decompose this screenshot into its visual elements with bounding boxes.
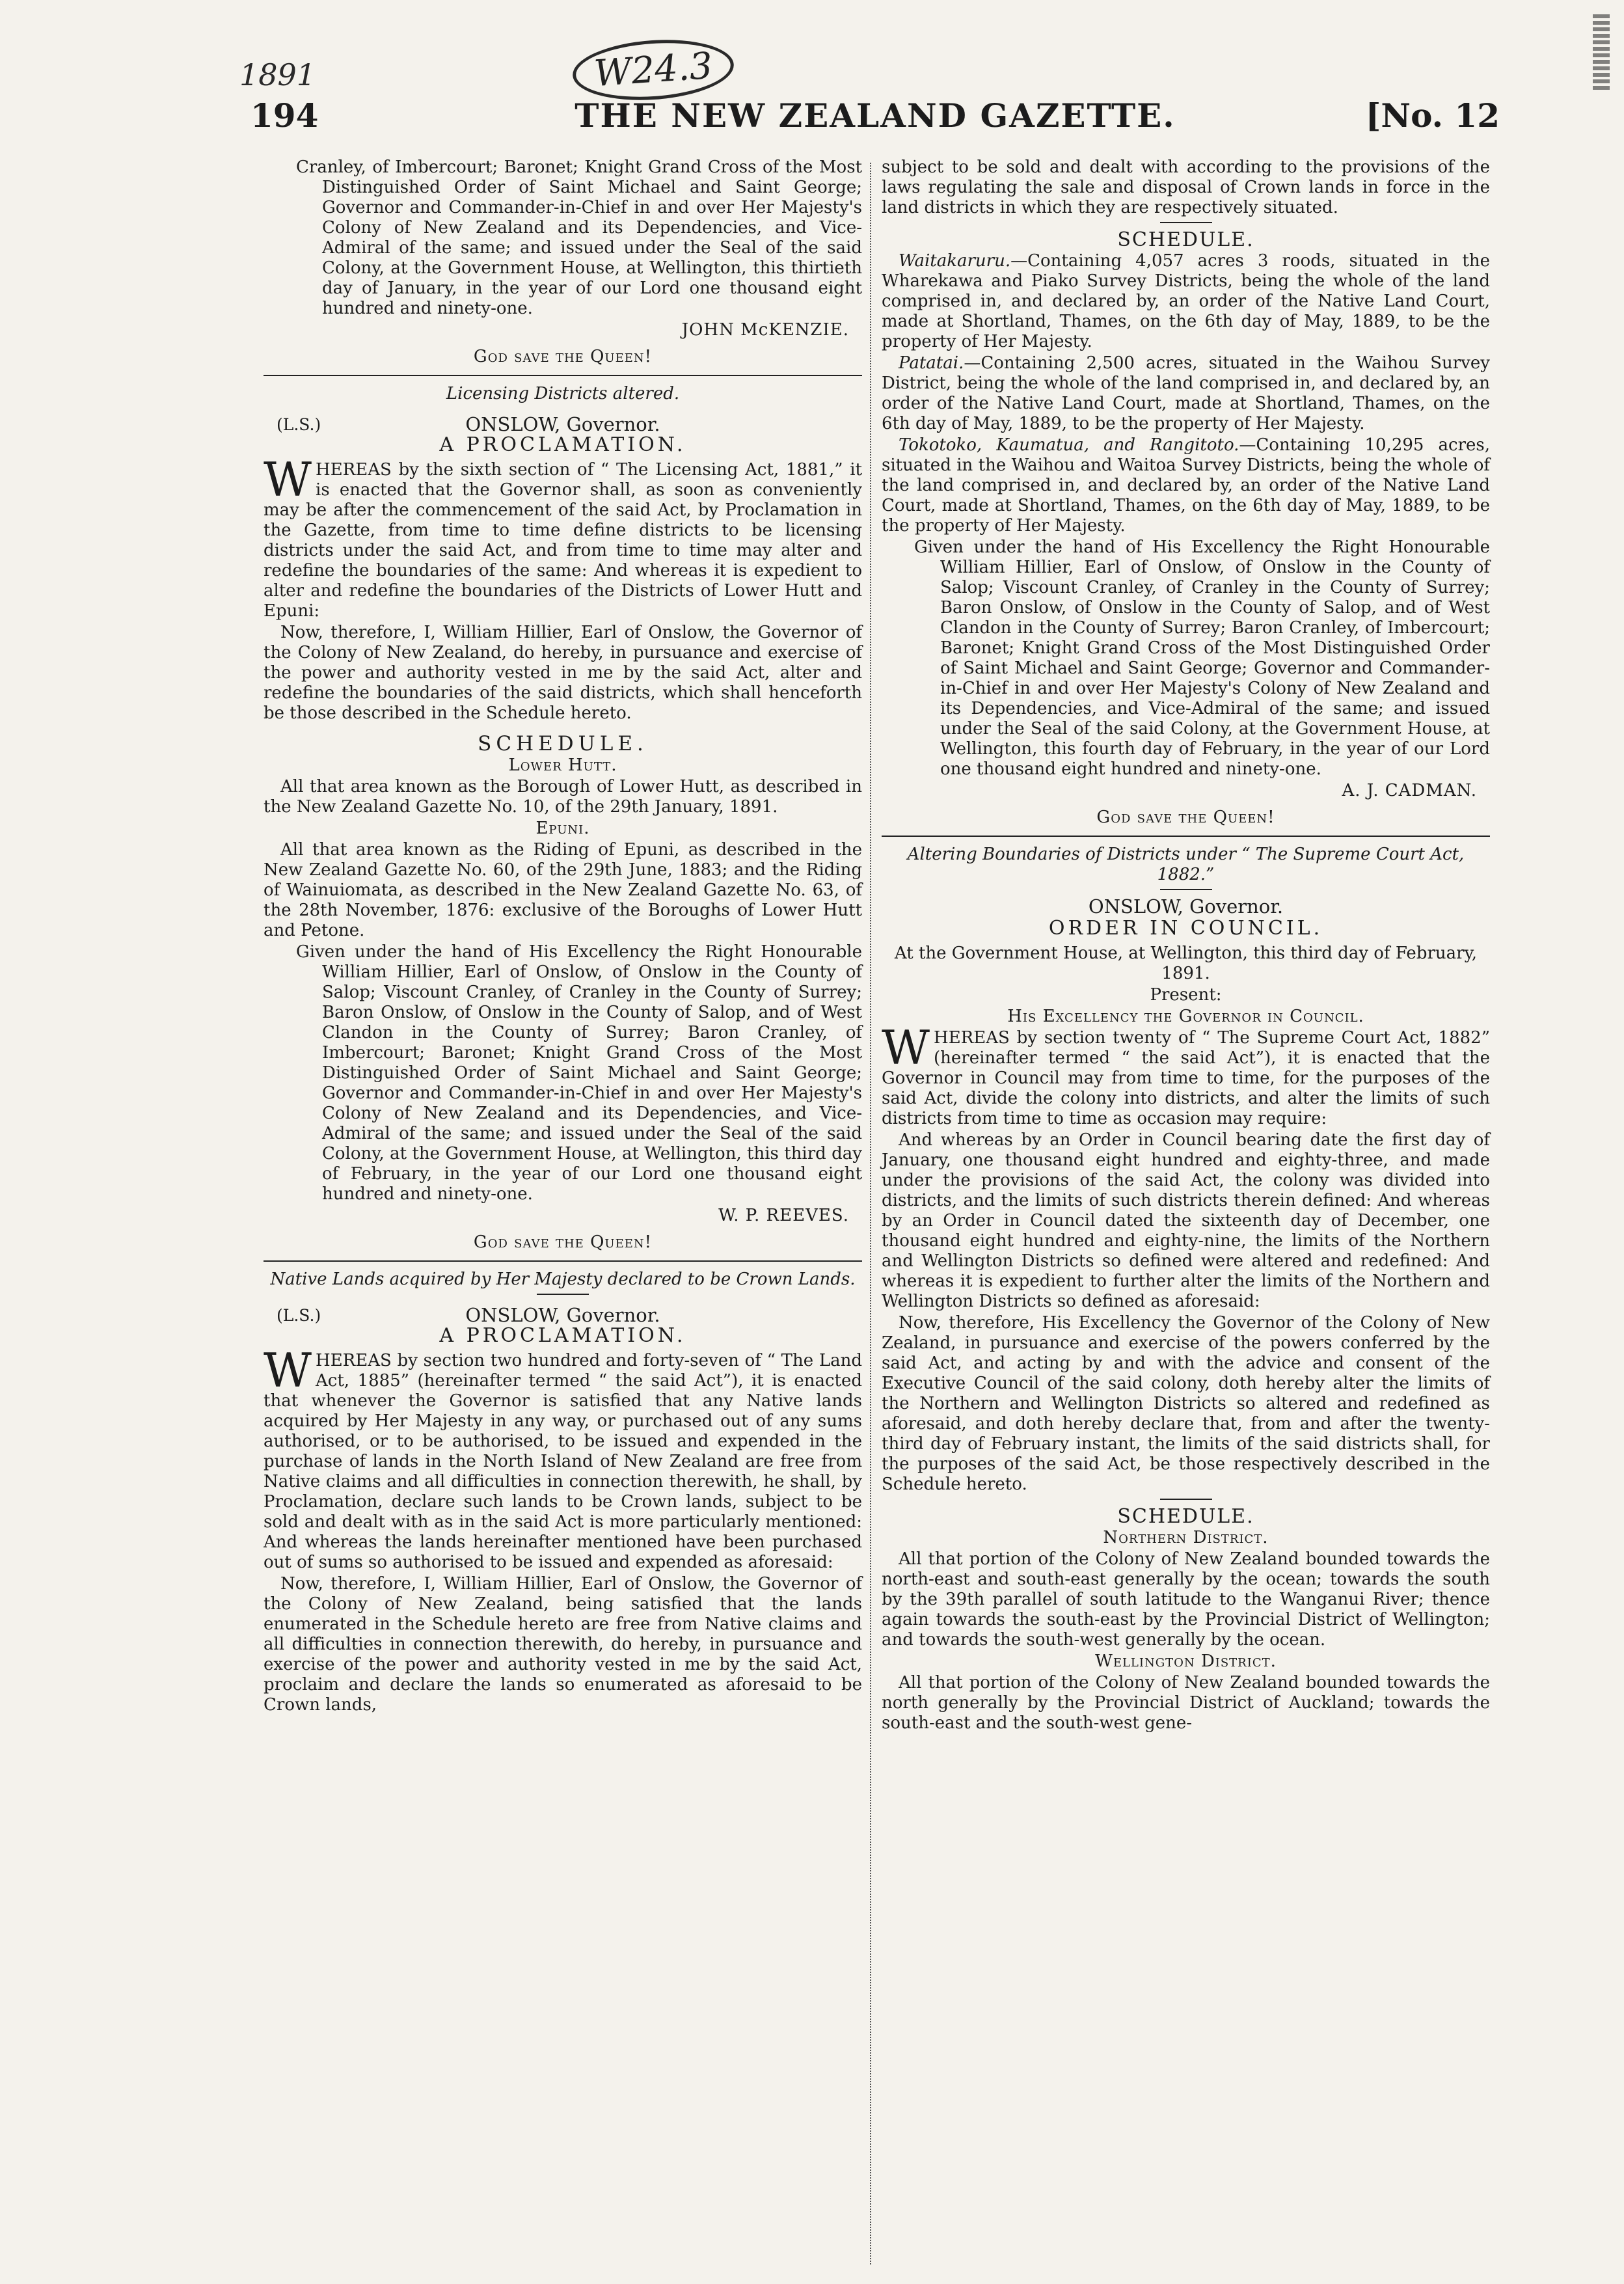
schedule-entry: Waitakaruru.—Containing 4,057 acres 3 roods, situated in the Wharekawa and Piako Survey Districts, being the whole of the land comprised in, and declared by, an order of the Native Land Court, made at Shortland, Thames, on the 6th day of May, 1889, to be the property of Her Majesty.	[882, 251, 1490, 351]
schedule-title: SCHEDULE.	[1117, 228, 1254, 251]
left-column	[264, 157, 862, 1717]
god-save-the-queen: God save the Queen!	[473, 1232, 653, 1252]
seal-mark: (L.S.)	[277, 1306, 321, 1325]
governor-name: ONSLOW, Governor.	[1088, 895, 1284, 918]
issue-number: [No. 12	[1365, 96, 1500, 135]
section-rule	[882, 836, 1490, 837]
section-rule	[264, 375, 862, 376]
god-save-the-queen: God save the Queen!	[1096, 808, 1275, 827]
present-label: Present:	[1150, 985, 1222, 1005]
council-line: His Excellency the Governor in Council.	[1007, 1007, 1364, 1026]
proclamation-paragraph: WHEREAS by the sixth section of “ The Licensing Act, 1881,” it is enacted that the Governor shall, as soon as conveniently may be after the commencement of the said Act, by Proclamation in the Gazette, from time to time define districts to be licensing districts under the said Act, and from time to time may alter and redefine the boundaries of the same: And whereas it is expedient to alter and redefine the boundaries of the Districts of Lower Hutt and Epuni:	[264, 452, 862, 621]
place-and-date: At the Government House, at Wellington, this third day of February, 1891.	[894, 944, 1478, 983]
page-number: 194	[250, 96, 319, 135]
given-under-hand: Given under the hand of His Excellency the Right Honourable William Hillier, Earl of Onslow, of Onslow in the County of Salop; Viscount Cranley, of Cranley in the County of Surrey; Baron Onslow, of Onslow in the County of Salop, and of West Clandon in the County of Surrey; Baron Cranley, of Imbercourt; Baronet; Knight Grand Cross of the Most Distinguished Order of Saint Michael and Saint George; Governor and Commander-in-Chief in and over Her Majesty's Colony of New Zealand and its Dependencies, and Vice-Admiral of the same; and issued under the Seal of the said Colony, at the Government House, at Wellington, this third day of February, in the year of our Lord one thousand eight hundred and ninety-one.	[296, 942, 862, 1204]
continued-given-text: Cranley, of Imbercourt; Baronet; Knight Grand Cross of the Most Distinguished Order of Saint Michael and Saint George; Governor and Commander-in-Chief in and over Her Majesty's Colony of New Zealand and its Dependencies, and Vice-Admiral of the same; and issued under the Seal of the said Colony, at the Government House, at Wellington, this thirtieth day of January, in the year of our Lord one thousand eight hundred and ninety-one.	[296, 157, 862, 318]
governor-name: ONSLOW, Governor.	[465, 1304, 660, 1326]
proclamation-title: A PROCLAMATION.	[439, 1324, 686, 1347]
schedule-title: SCHEDULE.	[478, 732, 648, 755]
seal-mark: (L.S.)	[277, 415, 321, 434]
short-rule	[1160, 1499, 1212, 1500]
signature: JOHN McKENZIE.	[681, 320, 849, 340]
block-name: Patatai.	[899, 353, 964, 373]
proclamation-title: A PROCLAMATION.	[439, 433, 686, 456]
handwritten-year: 1891	[239, 57, 316, 92]
schedule-entry: Tokotoko, Kaumatua, and Rangitoto.—Containing 10,295 acres, situated in the Waihou and Waitoa Survey Districts, being the whole of the land comprised in, and declared by, an order of the Native Land Court, made at Shortland, Thames, on the 6th day of May, 1889, to be the property of Her Majesty.	[882, 435, 1490, 536]
schedule-subheading: Epuni.	[535, 819, 590, 838]
schedule-subheading: Wellington District.	[1095, 1652, 1277, 1671]
section-heading: Altering Boundaries of Districts under “ The Supreme Court Act, 1882.”	[907, 845, 1465, 884]
schedule-paragraph: All that portion of the Colony of New Zealand bounded towards the north generally by the Provincial District of Auckland; towards the south-east and the south-west gene-	[882, 1673, 1490, 1733]
block-name: Tokotoko, Kaumatua, and Rangitoto.	[899, 435, 1239, 455]
proclamation-paragraph: Now, therefore, I, William Hillier, Earl of Onslow, the Governor of the Colony of New Zealand, being satisfied that the lands enumerated in the Schedule hereto are free from Native claims and all difficulties in connection therewith, do hereby, in pursuance and exercise of the power and authority vested in me by the said Act, proclaim and declare the lands so enumerated as aforesaid to be Crown lands,	[264, 1574, 862, 1715]
page-edge-mark	[1593, 14, 1610, 92]
section-rule	[264, 1260, 862, 1262]
order-paragraph: And whereas by an Order in Council bearing date the first day of January, one thousand eight hundred and eighty-three, and made under the provisions of the said Act, the colony was divided into districts, and the limits of such districts therein defined: And whereas by an Order in Council dated the sixteenth day of December, one thousand eight hundred and eighty-nine, the limits of the Northern and Wellington Districts so defined were altered and redefined: And whereas it is expedient to further alter the limits of the Northern and Wellington Districts so defined as aforesaid:	[882, 1130, 1490, 1311]
column-divider	[870, 163, 871, 2264]
handwritten-reference: W24.3	[571, 34, 736, 105]
governor-line	[264, 1305, 862, 1326]
short-rule	[1160, 222, 1212, 223]
section-heading: Licensing Districts altered.	[446, 384, 680, 403]
proclamation-paragraph: Now, therefore, I, William Hillier, Earl of Onslow, the Governor of the Colony of New Zealand, do hereby, in pursuance and exercise of the power and authority vested in me by the said Act, alter and redefine the boundaries of the said districts, which shall henceforth be those described in the Schedule hereto.	[264, 623, 862, 723]
gazette-title: THE NEW ZEALAND GAZETTE.	[575, 96, 1176, 135]
given-under-hand: Given under the hand of His Excellency the Right Honourable William Hillier, Earl of Onslow, of Onslow in the County of Salop; Viscount Cranley, of Cranley in the County of Surrey; Baron Onslow, of Onslow in the County of Salop, and of West Clandon in the County of Surrey; Baron Cranley, of Imbercourt; Baronet; Knight Grand Cross of the Most Distinguished Order of Saint Michael and Saint George; Governor and Commander-in-Chief in and over Her Majesty's Colony of New Zealand and its Dependencies, and Vice-Admiral of the same; and issued under the Seal of the said Colony, at the Government House, at Wellington, this fourth day of February, in the year of our Lord one thousand eight hundred and ninety-one.	[914, 537, 1490, 779]
god-save-the-queen: God save the Queen!	[473, 347, 653, 366]
order-title: ORDER IN COUNCIL.	[1048, 917, 1323, 940]
order-paragraph: WHEREAS by section twenty of “ The Supreme Court Act, 1882” (hereinafter termed “ the said Act”), it is enacted that the Governor in Council may from time to time, for the purposes of the said Act, divide the colony into districts, and alter the limits of such districts from time to time as occasion may require:	[882, 1020, 1490, 1128]
page-header	[250, 96, 1500, 142]
block-name: Waitakaruru.	[899, 251, 1011, 271]
schedule-subheading: Northern District.	[1103, 1528, 1269, 1547]
order-paragraph: Now, therefore, His Excellency the Governor of the Colony of New Zealand, in pursuance and exercise of the powers conferred by the said Act, and acting by and with the advice and consent of the Executive Council of the said colony, doth hereby alter the limits of the Northern and Wellington Districts so altered and redefined as aforesaid, and doth hereby declare that, from and after the twenty-third day of February instant, the limits of the said districts shall, for the purposes of the said Act, be those respectively described in the Schedule hereto.	[882, 1313, 1490, 1494]
schedule-subheading: Lower Hutt.	[508, 755, 617, 775]
schedule-title: SCHEDULE.	[1117, 1505, 1254, 1528]
schedule-paragraph: All that area known as the Riding of Epuni, as described in the New Zealand Gazette No. 60, of the 29th June, 1883; and the Riding of Wainuiomata, as described in the New Zealand Gazette No. 63, of the 28th November, 1876: exclusive of the Boroughs of Lower Hutt and Petone.	[264, 840, 862, 940]
proclamation-paragraph: WHEREAS by section two hundred and forty-seven of “ The Land Act, 1885” (hereinafter termed “ the said Act”), it is enacted that whenever the Governor is satisfied that any Native lands acquired by Her Majesty in any way, or purchased out of any sums authorised, or to be authorised, to be issued and expended in the purchase of lands in the North Island of New Zealand are free from Native claims and all difficulties in connection therewith, he shall, by Proclamation, declare such lands to be Crown lands, subject to be sold and dealt with as in the said Act is more particularly mentioned: And whereas the lands hereinafter mentioned have been purchased out of sums so authorised to be issued and expended as aforesaid:	[264, 1343, 862, 1572]
signature: A. J. CADMAN.	[1342, 781, 1477, 800]
short-rule	[1160, 889, 1212, 890]
governor-line	[264, 415, 862, 435]
schedule-paragraph: All that portion of the Colony of New Zealand bounded towards the north-east and south-east generally by the ocean; towards the south by the 39th parallel of south latitude to the Wanganui River; thence again towards the south-east by the Provincial District of Wellington; and towards the south-west generally by the ocean.	[882, 1549, 1490, 1650]
governor-name: ONSLOW, Governor.	[465, 413, 660, 435]
continued-paragraph: subject to be sold and dealt with according to the provisions of the laws regulating the sale and disposal of Crown lands in force in the land districts in which they are respectively situated.	[882, 157, 1490, 217]
schedule-entry: Patatai.—Containing 2,500 acres, situated in the Waihou Survey District, being the whole of the land comprised in, and declared by, an order of the Native Land Court, made at Shortland, Thames, on the 6th day of May, 1889, to be the property of Her Majesty.	[882, 353, 1490, 433]
right-column	[882, 157, 1490, 1735]
section-heading: Native Lands acquired by Her Majesty declared to be Crown Lands.	[270, 1270, 856, 1289]
short-rule	[537, 1294, 589, 1295]
signature: W. P. REEVES.	[718, 1206, 849, 1225]
schedule-paragraph: All that area known as the Borough of Lower Hutt, as described in the New Zealand Gazette No. 10, of the 29th January, 1891.	[264, 777, 862, 817]
